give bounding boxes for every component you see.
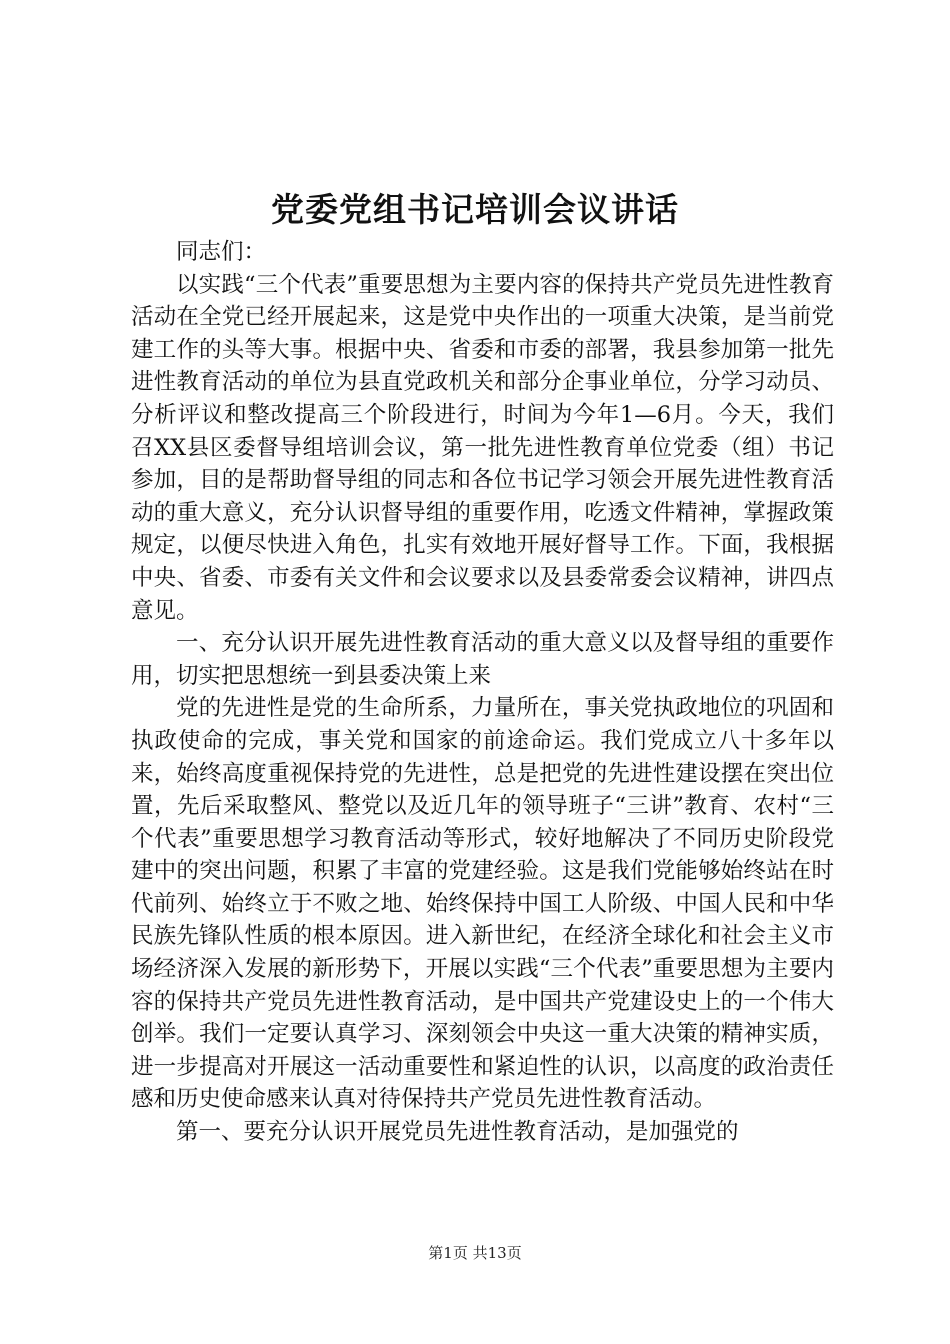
page-number-footer: 第1页 共13页 <box>428 1244 522 1262</box>
document-body <box>131 236 834 1149</box>
intro-paragraph: 以实践“三个代表”重要思想为主要内容的保持共产党员先进性教育活动在全党已经开展起来，这是党中央作出的一项重大决策，是当前党建工作的头等大事。根据中央、省委和市委的部署，我县参加第一批先进性教育活动的单位为县直党政机关和部分企事业单位，分学习动员、分析评议和整改提高三个阶段进行，时间为今年1—6月。今天，我们召XX县区委督导组培训会议，第一批先进性教育单位党委（组）书记参加，目的是帮助督导组的同志和各位书记学习领会开展先进性教育活动的重大意义，充分认识督导组的重要作用，吃透文件精神，掌握政策规定，以便尽快进入角色，扎实有效地开展好督导工作。下面，我根据中央、省委、市委有关文件和会议要求以及县委常委会议精神，讲四点意见。 <box>131 271 834 624</box>
section-heading-1: 一、充分认识开展先进性教育活动的重大意义以及督导组的重要作用，切实把思想统一到县委决策上来 <box>131 630 834 689</box>
body-paragraph: 党的先进性是党的生命所系，力量所在，事关党执政地位的巩固和执政使命的完成，事关党和国家的前途命运。我们党成立八十多年以来，始终高度重视保持党的先进性，总是把党的先进性建设摆在突出位置，先后采取整风、整党以及近几年的领导班子“三讲”教育、农村“三个代表”重要思想学习教育活动等形式，较好地解决了不同历史阶段党建中的突出问题，积累了丰富的党建经验。这是我们党能够始终站在时代前列、始终立于不败之地、始终保持中国工人阶级、中国人民和中华民族先锋队性质的根本原因。进入新世纪，在经济全球化和社会主义市场经济深入发展的新形势下，开展以实践“三个代表”重要思想为主要内容的保持共产党员先进性教育活动，是中国共产党建设史上的一个伟大创举。我们一定要认真学习、深刻领会中央这一重大决策的精神实质，进一步提高对开展这一活动重要性和紧迫性的认识，以高度的政治责任感和历史使命感来认真对待保持共产党员先进性教育活动。 <box>131 695 834 1113</box>
body-paragraph-continued: 第一、要充分认识开展党员先进性教育活动，是加强党的 <box>176 1119 739 1146</box>
salutation-paragraph: 同志们： <box>176 239 267 265</box>
document-title: 党委党组书记培训会议讲话 <box>271 190 679 229</box>
